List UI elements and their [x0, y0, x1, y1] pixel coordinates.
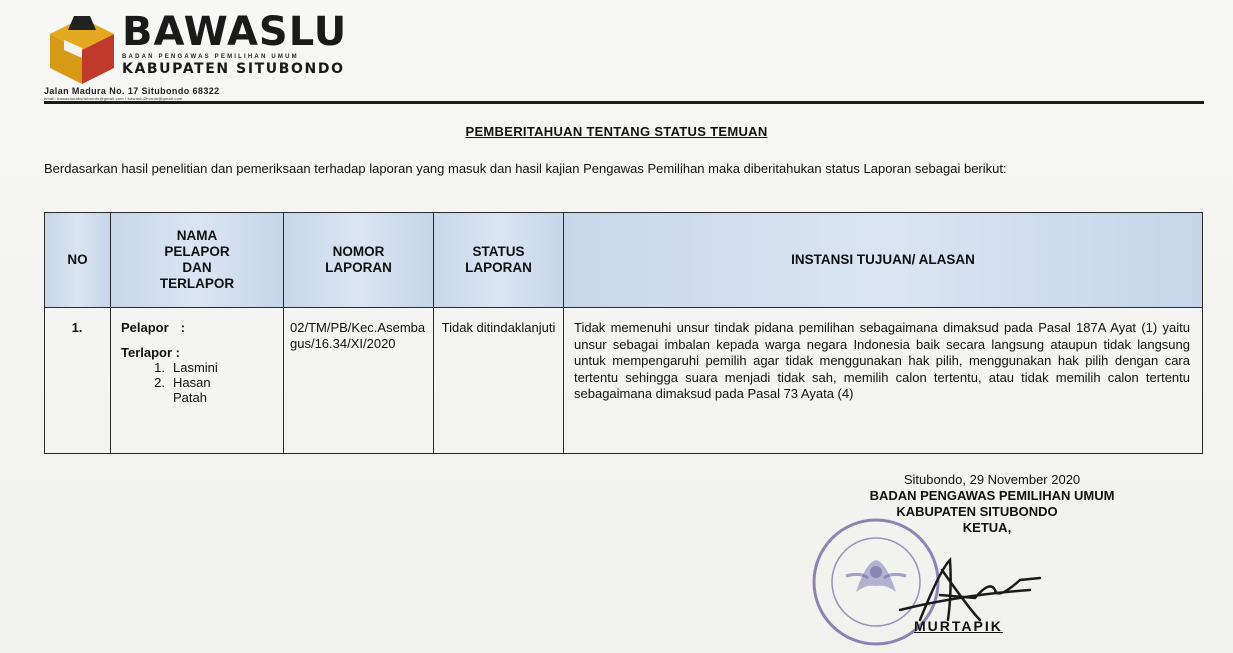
signature-org-line1: BADAN PENGAWAS PEMILIHAN UMUM [869, 488, 1115, 503]
table-row [45, 308, 1203, 454]
header-nama-text: NAMA PELAPOR DAN TERLAPOR [159, 228, 235, 291]
intro-paragraph: Berdasarkan hasil penelitian dan pemeriksaan terhadap laporan yang masuk dan hasil kajian Pengawas Pemilihan maka diberitahukan status Laporan sebagai berikut: [44, 161, 1007, 176]
brand-region: KABUPATEN SITUBONDO [122, 61, 345, 77]
cell-alasan: Tidak memenuhi unsur tindak pidana pemilihan sebagaimana dimaksud pada Pasal 187A Ayat (1) yaitu unsur sebagai imbalan kepada warga negara Indonesia baik secara langsung ataupun tidak langsung untuk mempengaruhi pemilih agar tidak menggunakan hak pilih, menggunakan hak pilih dengan cara tertentu sehingga suara menjadi tidak sah, memilih calon tertentu, atau tidak memilih calon tertentu sebagaimana dimaksud pada Pasal 73 Ayata (4) [564, 308, 1203, 454]
header-alasan [564, 213, 1203, 308]
pelapor-separator: : [180, 320, 186, 335]
letterhead-brand [122, 9, 348, 77]
letterhead-address: Jalan Madura No. 17 Situbondo 68322 [44, 86, 220, 96]
header-no [45, 213, 111, 308]
brand-subtitle: BADAN PENGAWAS PEMILIHAN UMUM [122, 54, 299, 60]
signature-org-line2: KABUPATEN SITUBONDO [896, 504, 1058, 519]
terlapor-number: 2. [154, 375, 165, 390]
bawaslu-logo-icon [44, 14, 120, 86]
brand-name: BAWASLU [122, 9, 348, 55]
terlapor-name: Lasmini [173, 360, 218, 375]
table-header-row [45, 213, 1203, 308]
header-alasan-text: INSTANSI TUJUAN/ ALASAN [791, 252, 975, 267]
signature-block [812, 472, 1172, 536]
header-status-text: STATUS LAPORAN [465, 244, 532, 275]
cell-nomor-laporan: 02/TM/PB/Kec.Asembagus/16.34/XI/2020 [284, 308, 434, 454]
signature-place-date: Situbondo, 29 November 2020 [903, 472, 1081, 487]
header-nama [111, 213, 284, 308]
header-status [434, 213, 564, 308]
cell-no: 1. [45, 308, 111, 454]
header-nomor [284, 213, 434, 308]
cell-pelapor-terlapor [111, 308, 284, 454]
signer-name: MURTAPIK [914, 618, 1003, 634]
pelapor-label: Pelapor [121, 320, 169, 335]
letterhead-divider [44, 101, 1204, 104]
header-nomor-text: NOMOR LAPORAN [325, 244, 392, 275]
letterhead-email: email: bawaslukabsitubondo@gmail.com / bawaslu2bondo@gmail.com [44, 96, 183, 101]
list-item [121, 375, 282, 405]
terlapor-number: 1. [154, 360, 165, 375]
document-title: PEMBERITAHUAN TENTANG STATUS TEMUAN [465, 124, 768, 139]
cell-status-laporan: Tidak ditindaklanjuti [434, 308, 564, 454]
terlapor-list [121, 360, 282, 405]
header-no-text: NO [67, 252, 88, 267]
list-item [121, 360, 282, 375]
signature-role: KETUA, [962, 520, 1012, 535]
terlapor-name: Hasan Patah [173, 375, 211, 405]
terlapor-label: Terlapor : [121, 345, 180, 360]
status-table [44, 212, 1203, 454]
pelapor-line [121, 320, 282, 335]
